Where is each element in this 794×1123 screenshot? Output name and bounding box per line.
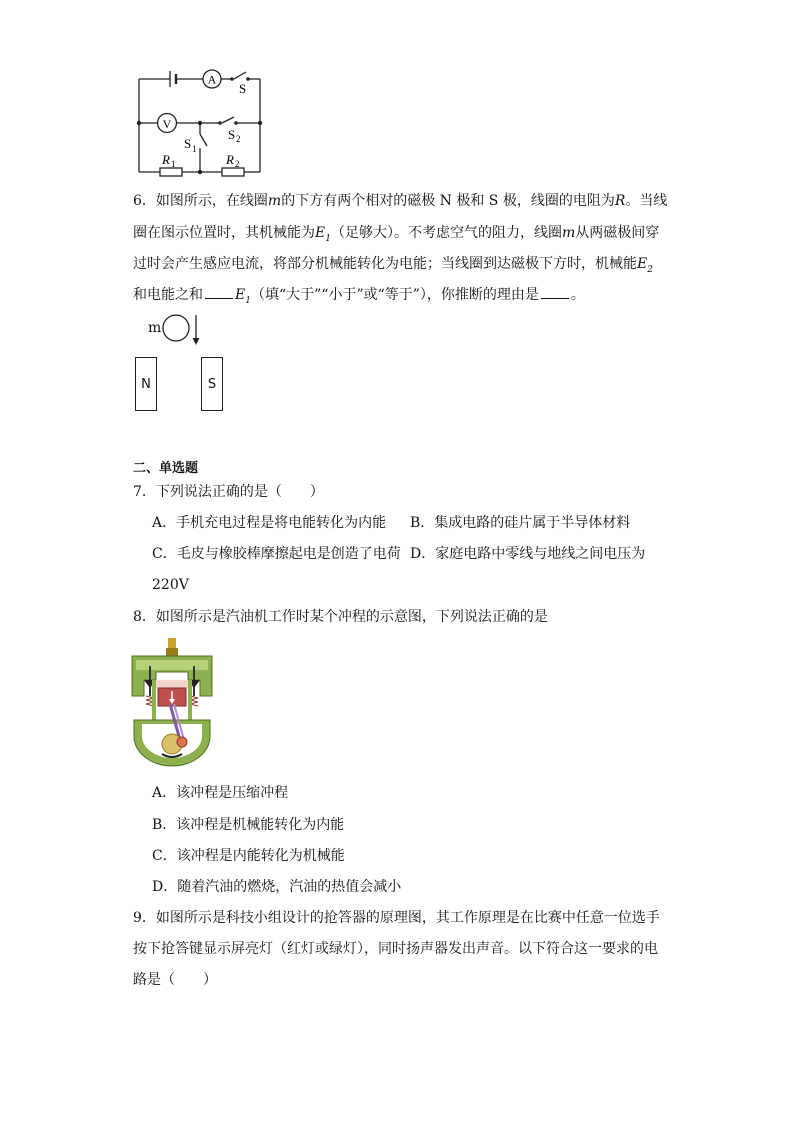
q9-line-2: 按下抢答键显示屏亮灯（红灯或绿灯），同时扬声器发出声音。以下符合这一要求的电 [133, 941, 658, 957]
q7-option-c: C．毛皮与橡胶棒摩擦起电是创造了电荷 [152, 546, 401, 562]
circuit-diagram [130, 62, 270, 180]
q8-stem: 8．如图所示是汽油机工作时某个冲程的示意图，下列说法正确的是 [133, 609, 548, 625]
r2-sub: 2 [235, 159, 240, 169]
q7-option-b: B．集成电路的硅片属于半导体材料 [410, 515, 631, 531]
magnet-s: S [201, 357, 223, 411]
answer-blank-2 [541, 286, 569, 299]
coil-diagram [160, 312, 208, 348]
switch-s2-label: S [228, 127, 236, 142]
q6-line-1: 6．如图所示，在线圈m的下方有两个相对的磁极 N 极和 S 极，线圈的电阻为R。当线 [133, 193, 668, 209]
q6-line-2: 圈在图示位置时，其机械能为$E_1$（足够大）。不考虑空气的阻力，线圈m从两磁极间穿 [133, 225, 660, 244]
q7-option-a: A．手机充电过程是将电能转化为内能 [152, 515, 387, 531]
engine-diagram [128, 636, 216, 772]
magnet-n: N [135, 357, 157, 411]
section-title: 二、单选题 [133, 461, 199, 476]
q8-option-b: B．该冲程是机械能转化为内能 [152, 817, 345, 833]
q6-line-3: 过时会产生感应电流，将部分机械能转化为电能；当线圈到达磁极下方时，机械能$E_2$ [133, 256, 653, 275]
q9-line-3: 路是（ ） [133, 972, 217, 988]
coil-label: m [148, 320, 162, 336]
q8-option-a: A．该冲程是压缩冲程 [152, 785, 289, 801]
switch-s1-label: S [184, 136, 192, 151]
r2-label: R [226, 152, 234, 167]
r1-label: R [162, 152, 170, 167]
q7-option-d: D．家庭电路中零线与地线之间电压为 [410, 546, 646, 562]
answer-blank-1 [205, 286, 233, 299]
q6-line-4: 和电能之和 $E_1$（填“大于”“小于”或“等于”），你推断的理由是 。 [133, 287, 585, 306]
switch-s-label: S [239, 81, 247, 96]
ammeter-label: A [207, 72, 217, 87]
q7-option-d-cont: 220V [152, 577, 189, 593]
q9-line-1: 9．如图所示是科技小组设计的抢答器的原理图，其工作原理是在比赛中任意一位选手 [133, 910, 660, 926]
r1-sub: 1 [171, 159, 176, 169]
q8-option-c: C．该冲程是内能转化为机械能 [152, 848, 345, 864]
voltmeter-label: V [162, 117, 172, 131]
q8-option-d: D．随着汽油的燃烧，汽油的热值会减小 [152, 879, 402, 895]
q7-stem: 7．下列说法正确的是（ ） [133, 484, 324, 500]
switch-s2-sub: 2 [236, 134, 241, 144]
switch-s1-sub: 1 [192, 144, 197, 154]
